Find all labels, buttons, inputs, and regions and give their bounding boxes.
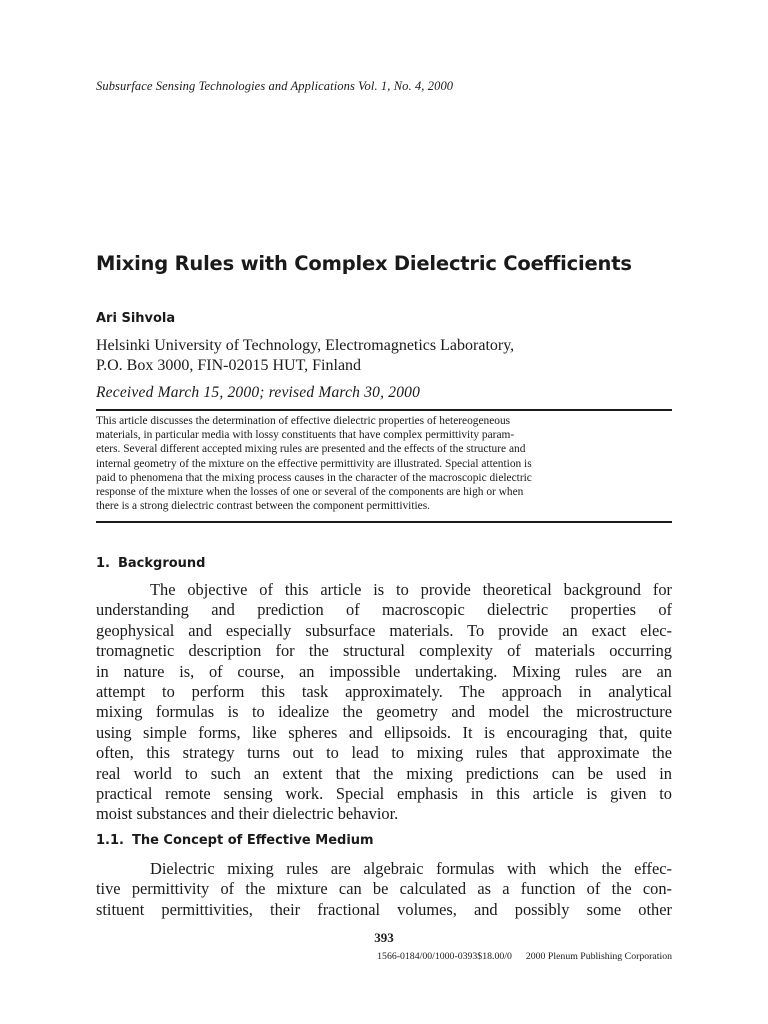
abstract-line: response of the mixture when the losses of one or several of the components are high or when [96, 486, 524, 499]
abstract-line: internal geometry of the mixture on the effective permittivity are illustrated. Special attention is [96, 457, 532, 470]
paragraph-line: practical remote sensing work. Special emphasis in this article is given to [96, 783, 672, 803]
paragraph-line: real world to such an extent that the mixing predictions can be used in [96, 763, 672, 783]
author-affiliation [96, 336, 514, 376]
abstract-top-rule [96, 409, 672, 411]
affiliation-line: Helsinki University of Technology, Electromagnetics Laboratory, [96, 337, 515, 354]
section-title: The Concept of Effective Medium [131, 833, 374, 848]
paragraph-line: mixing formulas is to idealize the geometry and model the microstructure [96, 702, 672, 722]
abstract-line: there is a strong dielectric contrast between the component permittivities. [96, 500, 431, 513]
copyright-footer [377, 951, 672, 962]
abstract-bottom-rule [96, 521, 672, 523]
abstract-line: paid to phenomena that the mixing process causes in the character of the macroscopic dielectric [96, 471, 532, 484]
abstract-line: materials, in particular media with lossy constituents that have complex permittivity param- [96, 429, 515, 442]
paragraph-line: in nature is, of course, an impossible undertaking. Mixing rules are an [96, 661, 672, 681]
abstract [96, 414, 672, 513]
paragraph-line: stituent permittivities, their fractional volumes, and possibly some other [96, 899, 672, 919]
paragraph-line: understanding and prediction of macroscopic dielectric properties of [96, 600, 672, 620]
section-number: 1. [96, 556, 110, 571]
paragraph-line: often, this strategy turns out to lead to mixing rules that approximate the [96, 743, 672, 763]
journal-header: Subsurface Sensing Technologies and Applications Vol. 1, No. 4, 2000 [96, 79, 454, 93]
paragraph-line: tromagnetic description for the structural complexity of materials occurring [96, 641, 672, 661]
abstract-line: eters. Several different accepted mixing rules are presented and the effects of the structure and [96, 443, 526, 456]
section-title: Background [117, 556, 206, 571]
article-title: Mixing Rules with Complex Dielectric Coefficients [96, 252, 632, 275]
paragraph-line: geophysical and especially subsurface materials. To provide an exact elec- [96, 620, 672, 640]
abstract-line: This article discusses the determination of effective dielectric properties of hetereogeneous [96, 415, 511, 427]
author-name: Ari Sihvola [96, 311, 176, 326]
background-paragraph [96, 580, 672, 825]
section-heading-background [96, 556, 205, 571]
paragraph-line: using simple forms, like spheres and ellipsoids. It is encouraging that, quite [96, 722, 672, 742]
paper-page [96, 0, 672, 1024]
publisher: 2000 Plenum Publishing Corporation [525, 951, 672, 962]
section-number: 1.1. [96, 833, 124, 848]
paragraph-line: The objective of this article is to provide theoretical background for [150, 580, 672, 599]
affiliation-line: P.O. Box 3000, FIN-02015 HUT, Finland [96, 357, 362, 374]
section-heading-effective-medium [96, 833, 374, 848]
paragraph-line: Dielectric mixing rules are algebraic formulas with which the effec- [150, 859, 672, 878]
paragraph-line: attempt to perform this task approximately. The approach in analytical [96, 681, 672, 701]
page-number: 393 [374, 930, 394, 945]
article-code: 1566-0184/00/1000-0393$18.00/0 [377, 951, 512, 962]
paragraph-line: moist substances and their dielectric behavior. [96, 804, 399, 824]
received-dates: Received March 15, 2000; revised March 30, 2000 [96, 384, 421, 401]
paragraph-line: tive permittivity of the mixture can be calculated as a function of the con- [96, 879, 672, 899]
effective-medium-paragraph [96, 859, 672, 920]
